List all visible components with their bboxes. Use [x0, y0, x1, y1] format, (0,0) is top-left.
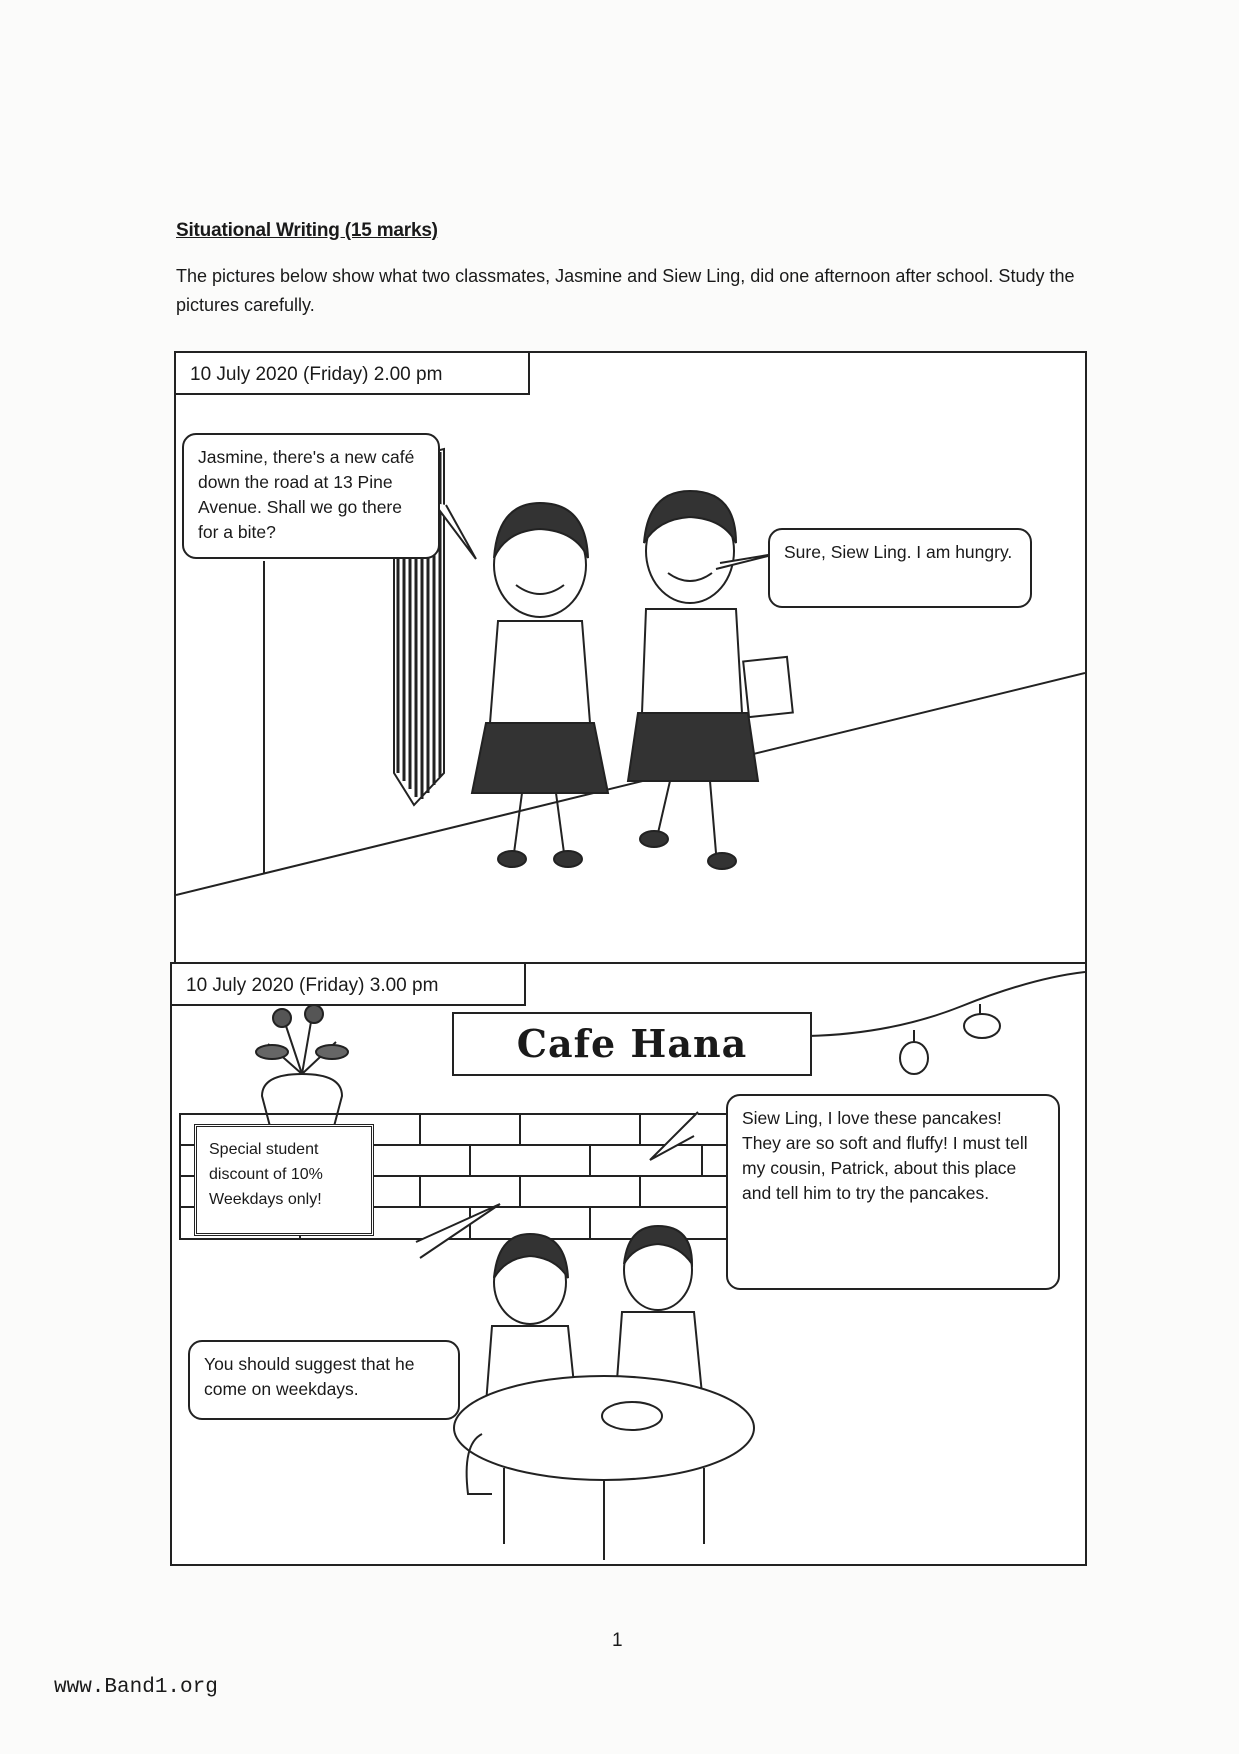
section-heading: Situational Writing (15 marks)	[176, 220, 438, 241]
footer-url: www.Band1.org	[54, 1676, 218, 1699]
student-siew-ling-figure	[472, 503, 608, 867]
page-number: 1	[612, 1630, 623, 1651]
picture-panel-1	[174, 351, 1087, 969]
timestamp-label: 10 July 2020 (Friday) 2.00 pm	[174, 351, 530, 395]
picture-panel-2	[170, 962, 1087, 1566]
speech-bubble-siew-ling: Jasmine, there's a new café down the road at 13 Pine Avenue. Shall we go there for a bite?	[182, 433, 440, 559]
speech-bubble-jasmine: Siew Ling, I love these pancakes! They are so soft and fluffy! I must tell my cousin, Patrick, about this place and tell him to try the pancakes.	[726, 1094, 1060, 1290]
speech-bubble-jasmine: Sure, Siew Ling. I am hungry.	[768, 528, 1032, 608]
discount-notice-sign: Special student discount of 10% Weekdays only!	[194, 1124, 374, 1236]
students-eating-figures	[454, 1226, 754, 1560]
speech-bubble-siew-ling: You should suggest that he come on weekdays.	[188, 1340, 460, 1420]
cafe-name-sign: Cafe Hana	[452, 1012, 812, 1076]
instructions-text: The pictures below show what two classmates, Jasmine and Siew Ling, did one afternoon after school. Study the pictures carefully.	[176, 266, 1075, 315]
timestamp-label: 10 July 2020 (Friday) 3.00 pm	[170, 962, 526, 1006]
